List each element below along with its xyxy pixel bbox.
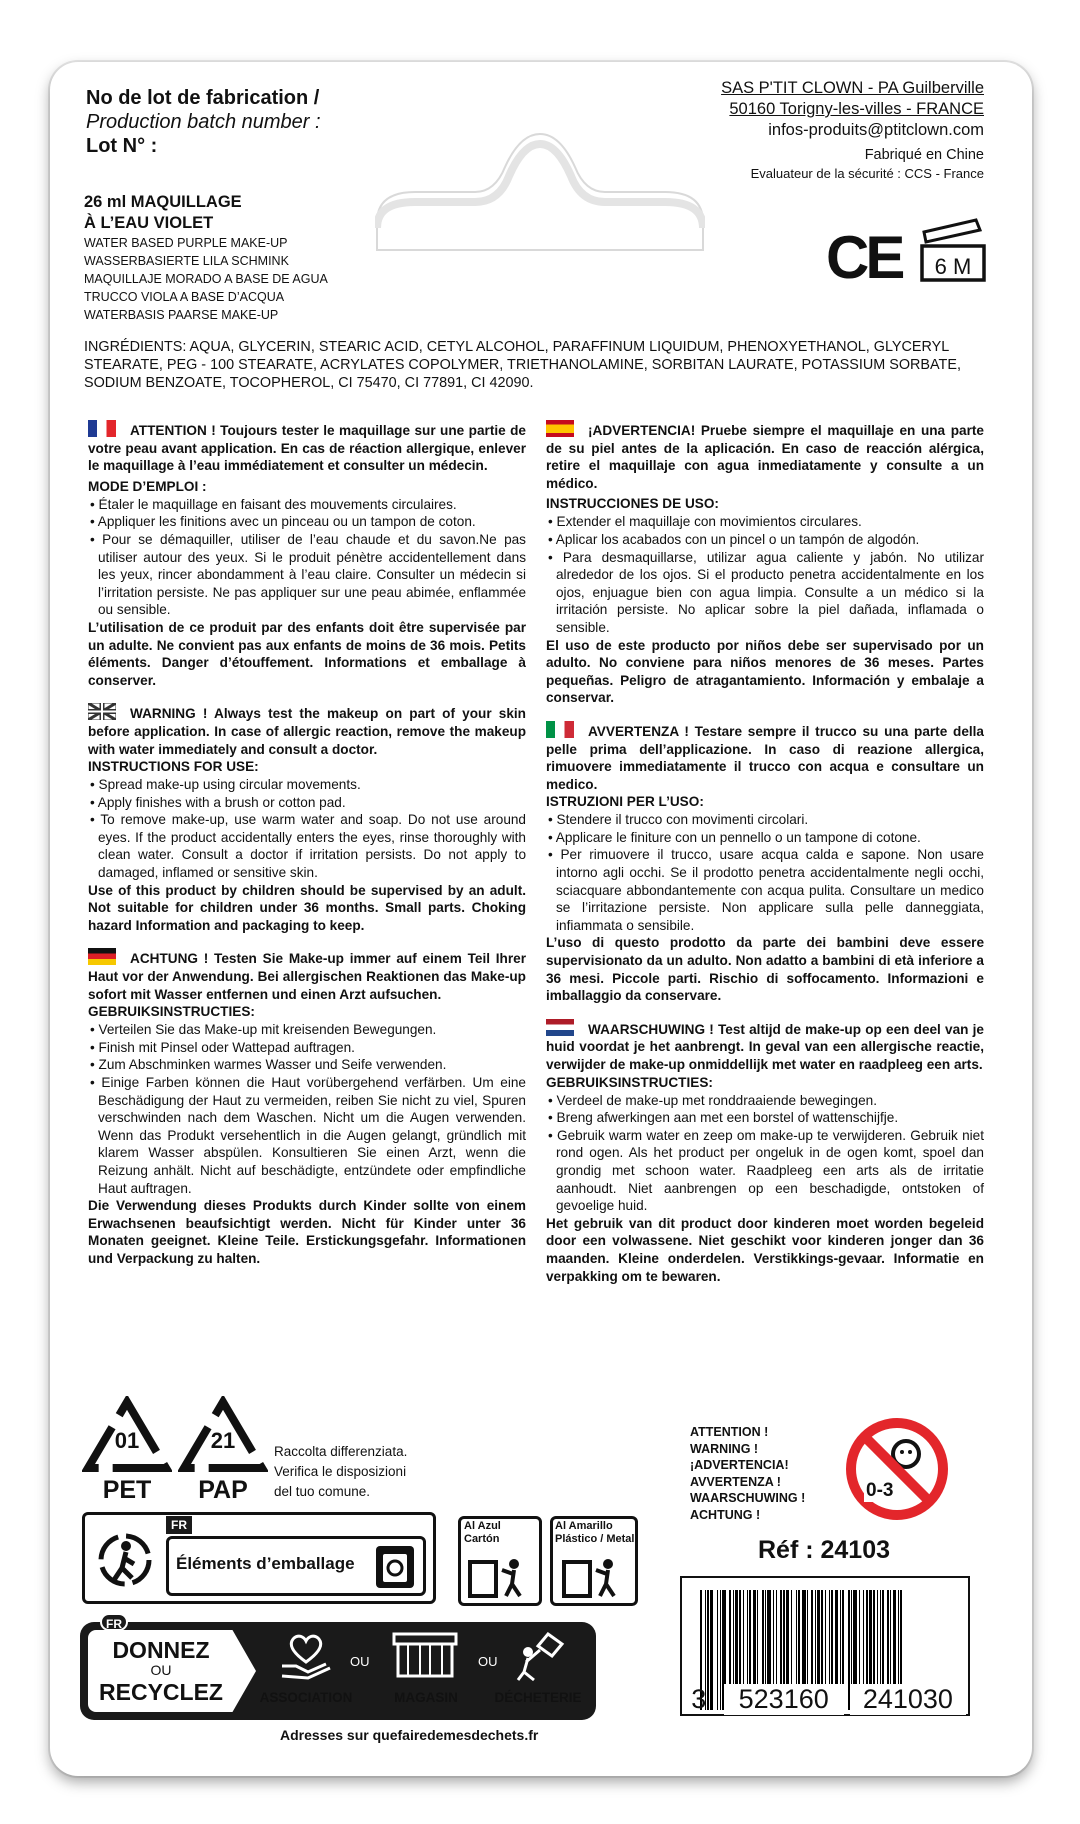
reference: Réf : 24103 [758, 1536, 891, 1564]
product-name-de: WASSERBASIERTE LILA SCHMINK [84, 254, 289, 268]
age-warning-line: WARNING ! [690, 1441, 759, 1456]
flag-france-icon [88, 420, 116, 437]
azul-line: Cartón [464, 1533, 500, 1545]
amarillo-line: Al Amarillo [555, 1520, 613, 1532]
bin-icon [372, 1544, 418, 1590]
company-name: SAS P'TIT CLOWN - PA Guilberville [721, 79, 984, 97]
decheterie-label: DÉCHETERIE [494, 1690, 582, 1705]
made-in: Fabriqué en Chine [864, 147, 984, 163]
note-line: del tuo comune. [274, 1484, 371, 1499]
en-step: • Spread make-up using circular movements. [88, 776, 526, 794]
it-step: • Per rimuovere il trucco, usare acqua calda e sapone. Non usare intorno agli occhi. Se il prodotto penetra accidentalmente negli occhi, sciacquare abbondantemente con acqua pulita. Consultare un medico se l’irritazione persiste. Non applicare sulla pelle danneggiata, infiammata o sensibile. [546, 846, 984, 934]
product-block [84, 192, 328, 324]
note-line: Raccolta differenziata. [274, 1444, 408, 1459]
fr-step: • Appliquer les finitions avec un pinceau ou un tampon de coton. [88, 513, 526, 531]
product-name-es: MAQUILLAJE MORADO A BASE DE AGUA [84, 272, 328, 286]
de-step: • Einige Farben können die Haut vorübergehend verfärben. Um eine Beschädigung der Haut zu vermeiden, reiben Sie nicht zu viel, Spuren verschwinden nach dem Waschen. Nicht um die Augen verwenden. Wenn das Produkt versehentlich in die Augen gelangt, gründlich mit klarem Wasser abspülen. Konsultieren Sie einen Arzt, wenn die Reizung anhält. Nicht auf beschädigte, entzündete oder empfindliche Haut auftragen. [88, 1074, 526, 1197]
it-footer: L’uso di questo prodotto da parte dei bambini deve essere supervisionato da un adulto. Non adatto a bambini di età inferiore a 36 mesi. Piccole parti. Rischio di soffocamento. Informazioni e imballaggio da conservare. [546, 935, 984, 1004]
it-step: • Applicare le finiture con un pennello o un tampone di cotone. [546, 829, 984, 847]
es-step: • Para desmaquillarse, utilizar agua caliente y jabón. No utilizar alrededor de los ojos. Si el producto penetra accidentalmente en los ojos, enjuague bien con agua limpia. Consulte a un médico si la irritación persiste. No aplicar sobre la piel dañada, inflamada o sensible. [546, 549, 984, 637]
product-name-nl: WATERBASIS PAARSE MAKE-UP [84, 308, 279, 322]
product-name-en: WATER BASED PURPLE MAKE-UP [84, 236, 288, 250]
batch-fr: No de lot de fabrication / [86, 87, 320, 109]
barcode-digit-1: 3 [691, 1683, 707, 1714]
donnez-fr-badge: FR [100, 1613, 128, 1631]
hang-hole [375, 132, 705, 252]
hand-heart-icon [278, 1632, 334, 1680]
es-step: • Aplicar los acabados con un pincel o un tampón de algodón. [546, 531, 984, 549]
triman-fr-badge: FR [166, 1516, 192, 1534]
age-range: 0-3 [866, 1480, 894, 1501]
triman-icon [90, 1530, 160, 1590]
pao-label: 6 M [934, 254, 972, 279]
en-warning: WARNING ! Always test the makeup on part of your skin before application. In case of allergic reaction, remove the makeup with water immediately and consult a doctor. [88, 706, 526, 757]
en-step: • To remove make-up, use warm water and soap. Do not use around eyes. If the product accidentally enters the eyes, rinse thoroughly with clean water. Consult a doctor if irritation persists. Do not apply to damaged, inflamed or sensitive skin. [88, 811, 526, 881]
ou-2: OU [478, 1654, 498, 1669]
company-block [721, 78, 984, 182]
company-email: infos-produits@ptitclown.com [768, 121, 984, 139]
fr-step: • Pour se démaquiller, utiliser de l’eau chaude et du savon.Ne pas utiliser autour des yeux. Si le produit pénètre accidentellement dans les yeux, rincer abondamment à l’eau claire. Consulter un médecin si l’irritation persiste. Ne pas appliquer sur une peau abimée, enflammée ou sensible. [88, 531, 526, 619]
pap-number: 21 [210, 1428, 236, 1453]
lot-number: Lot N° : [86, 135, 158, 157]
amarillo-label [555, 1520, 634, 1546]
fr-step: • Étaler le maquillage en faisant des mouvements circulaires. [88, 496, 526, 514]
nl-step: • Verdeel de make-up met ronddraaiende bewegingen. [546, 1092, 984, 1110]
es-warning: ¡ADVERTENCIA! Pruebe siempre el maquillaje en una parte de su piel antes de la aplicación. En caso de reacción alérgica, retire el maquillaje con agua inmediatamente y consulte a un médico. [546, 423, 984, 491]
de-step: • Verteilen Sie das Make-up mit kreisenden Bewegungen. [88, 1021, 526, 1039]
flag-italy-icon [546, 721, 574, 738]
safety-assessor: Evaluateur de la sécurité : CCS - France [750, 166, 984, 181]
flag-germany-icon [88, 948, 116, 965]
pet-number: 01 [114, 1428, 140, 1453]
flag-spain-icon [546, 420, 574, 437]
dump-icon [508, 1630, 568, 1682]
pet-label: PET [102, 1476, 152, 1504]
triman-label: Éléments d’emballage [176, 1554, 355, 1573]
recycling-address: Adresses sur quefairedemesdechets.fr [280, 1727, 539, 1743]
age-warning-text [690, 1424, 805, 1523]
nl-warning: WAARSCHUWING ! Test altijd de make-up op een deel van je huid voordat je het aanbrengt. In geval van een allergische reactie, verwijder de make-up onmiddellijk met water en raadpleeg een arts. [546, 1021, 984, 1072]
company-address: 50160 Torigny-les-villes - FRANCE [729, 100, 984, 118]
product-name-it: TRUCCO VIOLA A BASE D’ACQUA [84, 290, 285, 304]
es-step: • Extender el maquillaje con movimientos circulares. [546, 513, 984, 531]
recycling-note [274, 1442, 407, 1502]
nl-heading: GEBRUIKSINSTRUCTIES: [546, 1074, 713, 1090]
store-icon [390, 1630, 460, 1680]
fr-footer: L’utilisation de ce produit par des enfants doit être supervisée par un adulte. Ne convient pas aux enfants de moins de 36 mois. Petits éléments. Danger d’étouffement. Informations et emballage à conserver. [88, 619, 526, 688]
de-step: • Finish mit Pinsel oder Wattepad auftragen. [88, 1039, 526, 1057]
age-warning-line: ACHTUNG ! [690, 1507, 761, 1522]
magasin-label: MAGASIN [394, 1690, 458, 1705]
ingredients: INGRÉDIENTS: AQUA, GLYCERIN, STEARIC ACID, CETYL ALCOHOL, PARAFFINUM LIQUIDUM, PHENOXYETHANOL, GLYCERYL STEARATE, PEG - 100 STEARATE, ACRYLATES COPOLYMER, TRIETHANOLAMINE, SORBITAN LAURATE, POTASSIUM SORBATE, SODIUM BENZOATE, TOCOPHEROL, CI 75470, CI 77891, CI 42090. [84, 339, 961, 391]
fr-heading: MODE D’EMPLOI : [88, 478, 207, 494]
age-warning-line: ¡ADVERTENCIA! [690, 1458, 789, 1472]
azul-label [464, 1520, 501, 1546]
en-footer: Use of this product by children should be supervised by an adult. Not suitable for children under 36 months. Small parts. Choking hazard Information and packaging to keep. [88, 882, 526, 933]
barcode-digits-3: 241030 [850, 1684, 966, 1715]
note-line: Verifica le disposizioni [274, 1464, 407, 1479]
batch-en: Production batch number : [86, 111, 321, 133]
flag-netherlands-icon [546, 1019, 574, 1036]
it-step: • Stendere il trucco con movimenti circolari. [546, 811, 984, 829]
age-warning-line: ATTENTION ! [690, 1425, 769, 1439]
en-heading: INSTRUCTIONS FOR USE: [88, 759, 259, 775]
es-heading: INSTRUCCIONES DE USO: [546, 496, 719, 512]
de-warning: ACHTUNG ! Testen Sie Make-up immer auf einem Teil Ihrer Haut vor der Anwendung. Bei allergischen Reaktionen das Make-up sofort mit Wasser entfernen und einen Arzt aufsuchen. [88, 951, 526, 1002]
flag-uk-icon [88, 703, 116, 720]
de-step: • Zum Abschminken warmes Wasser und Seife verwenden. [88, 1056, 526, 1074]
age-warning-line: AVVERTENZA ! [690, 1474, 781, 1489]
it-warning: AVVERTENZA ! Testare sempre il trucco su una parte della pelle prima dell’applicazione. In caso di reazione allergica, rimuovere immediatamente il trucco con acqua e consultare un medico. [546, 723, 984, 792]
it-heading: ISTRUZIONI PER L’USO: [546, 794, 704, 810]
barcode-digits [686, 1684, 966, 1714]
ce-mark: CE [826, 224, 902, 291]
amarillo-line: Plástico / Metal [555, 1533, 635, 1545]
recyclez-text: RECYCLEZ [99, 1679, 223, 1705]
barcode-digits-2: 523160 [724, 1684, 844, 1715]
de-heading: GEBRUIKSINSTRUCTIES: [88, 1004, 255, 1020]
batch-block [86, 86, 321, 158]
ou-1: OU [350, 1654, 370, 1669]
pap-label: PAP [198, 1476, 248, 1504]
donnez-text: DONNEZ [112, 1637, 210, 1663]
column-right [546, 420, 984, 1285]
en-step: • Apply finishes with a brush or cotton pad. [88, 794, 526, 812]
de-footer: Die Verwendung dieses Produkts durch Kinder sollte von einem Erwachsenen beaufsichtigt werden. Nicht für Kinder unter 36 Monaten geeignet. Kleine Teile. Erstickungsgefahr. Informationen und Verpackung zu halten. [88, 1198, 526, 1266]
association-label: ASSOCIATION [259, 1690, 353, 1705]
container-person-icon [466, 1556, 534, 1600]
es-footer: El uso de este producto por niños debe ser supervisado por un adulto. No conviene para niños menores de 36 meses. Partes pequeñas. Peligro de atragantamiento. Información y embalaje a conservar. [546, 637, 984, 706]
age-warning-line: WAARSCHUWING ! [690, 1491, 806, 1505]
fr-warning: ATTENTION ! Toujours tester le maquillage sur une partie de votre peau avant application. En cas de réaction allergique, enlever le maquillage à l’eau immédiatement et consulter un médecin. [88, 423, 526, 474]
nl-step: • Breng afwerkingen aan met een borstel of wattenschijfje. [546, 1109, 984, 1127]
nl-footer: Het gebruik van dit product door kinderen moet worden begeleid door een volwassene. Niet geschikt voor kinderen jonger dan 36 maanden. Kleine onderdelen. Verstikkings-gevaar. Informatie en verpakking om te bewaren. [546, 1215, 984, 1284]
azul-line: Al Azul [464, 1520, 501, 1532]
product-title-2: À L’EAU VIOLET [84, 214, 214, 232]
product-title-1: 26 ml MAQUILLAGE [84, 193, 242, 211]
ou-main: OU [150, 1662, 172, 1678]
container-person-icon [560, 1556, 628, 1600]
column-left [88, 420, 526, 1268]
nl-step: • Gebruik warm water en zeep om make-up te verwijderen. Gebruik niet rond ogen. Als het product per ongeluk in de ogen komt, spoel dan grondig met schoon water. Raadpleeg een arts als de irritatie aanhoudt. Niet aanbrengen op een beschadigde, ontstoken of gevoelige huid. [546, 1127, 984, 1215]
no-under-3-icon [844, 1416, 950, 1522]
